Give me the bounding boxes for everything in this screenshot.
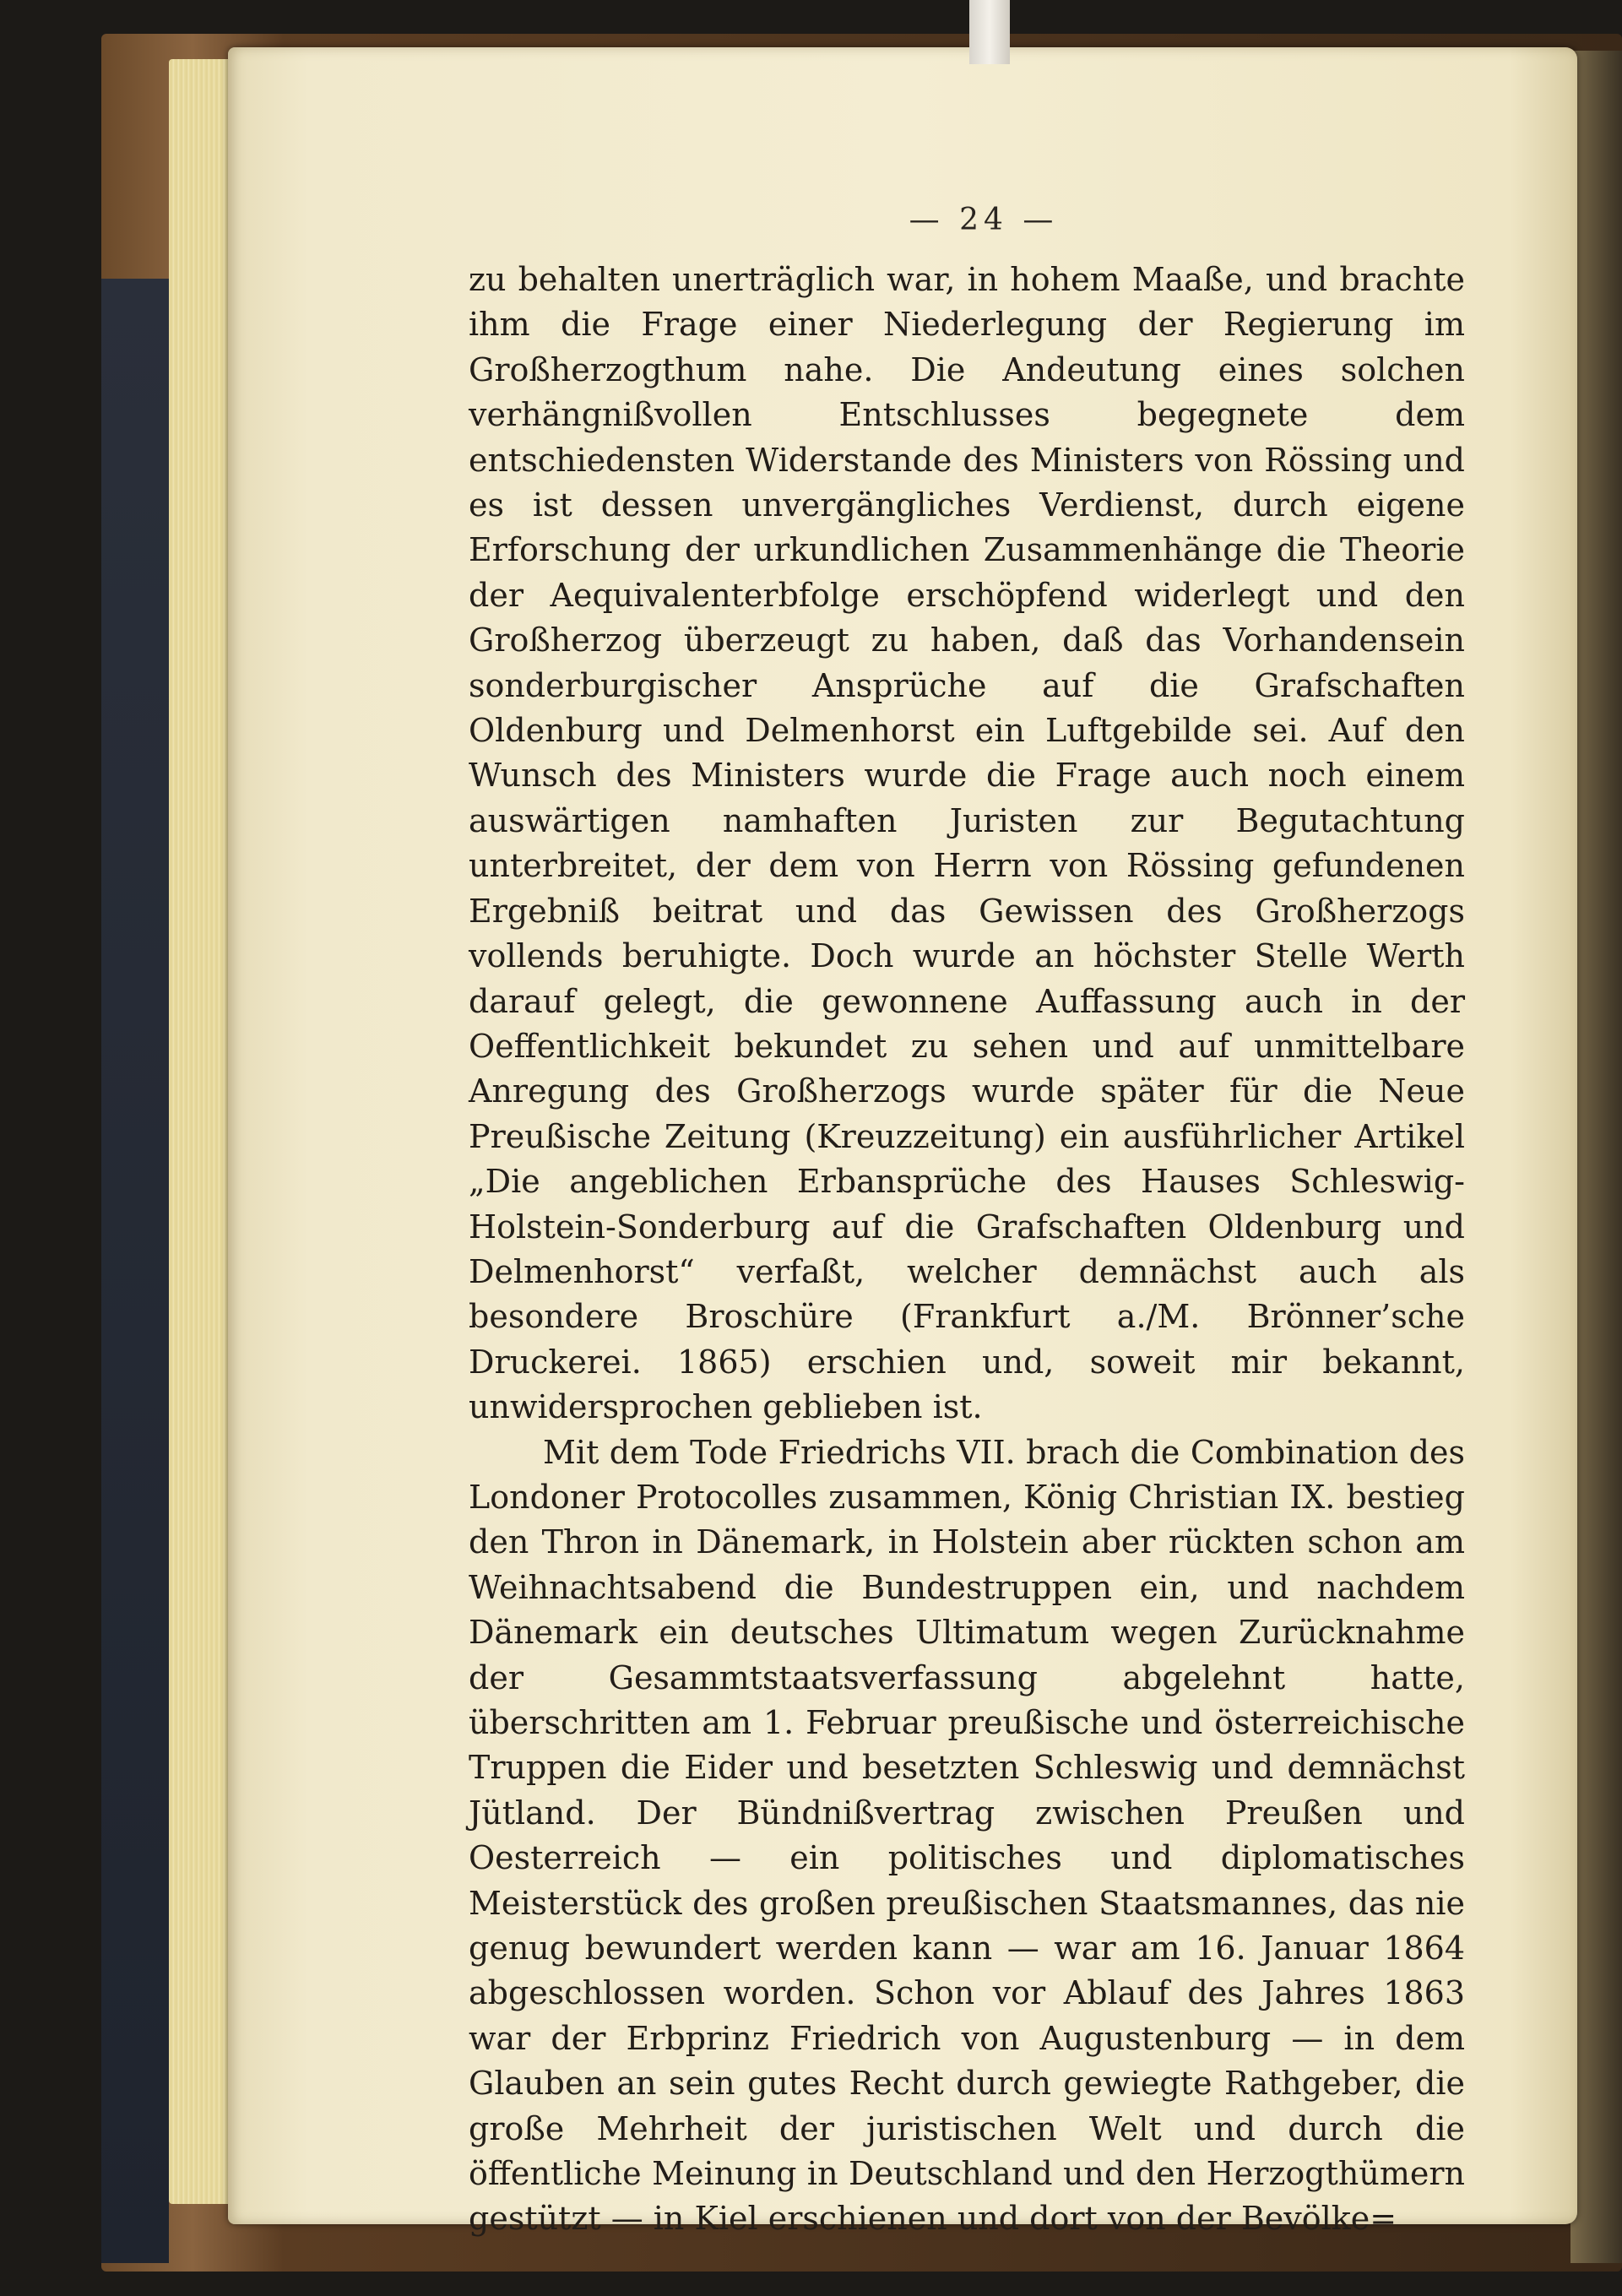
ribbon-bookmark	[969, 0, 1010, 64]
paragraph-1: zu behalten unerträglich war, in hohem Maaße, und brachte ihm die Frage einer Niederlegung der Regierung im Großherzogthum nahe. Die Andeutung eines solchen verhängnißvollen Entschlusses begegnete dem entschiedensten Widerstande des Ministers von Rössing und es ist dessen unvergängliches Verdienst, durch eigene Erforschung der urkundlichen Zusammenhänge die Theorie der Aequivalenterbfolge erschöpfend widerlegt und den Großherzog überzeugt zu haben, daß das Vorhandensein sonderburgischer Ansprüche auf die Grafschaften Oldenburg und Delmenhorst ein Luftgebilde sei. Auf den Wunsch des Ministers wurde die Frage auch noch einem auswärtigen namhaften Juristen zur Begutachtung unterbreitet, der dem von Herrn von Rössing gefundenen Ergebniß beitrat und das Gewissen des Großherzogs vollends beruhigte. Doch wurde an höchster Stelle Werth darauf gelegt, die gewonnene Auffassung auch in der Oeffentlichkeit bekundet zu sehen und auf unmittelbare Anregung des Großherzogs wurde später für die Neue Preußische Zeitung (Kreuzzeitung) ein ausführlicher Artikel „Die angeblichen Erbansprüche des Hauses Schleswig-Holstein-Sonderburg auf die Grafschaften Oldenburg und Delmenhorst“ verfaßt, welcher demnächst auch als besondere Broschüre (Frankfurt a./M. Brönner’sche Druckerei. 1865) erschien und, soweit mir bekannt, unwidersprochen geblieben ist.	[469, 261, 1465, 1426]
page-text	[469, 258, 1465, 2242]
paragraph-2: Mit dem Tode Friedrichs VII. brach die Combination des Londoner Protocolles zusammen, König Christian IX. bestieg den Thron in Dänemark, in Holstein aber rückten schon am Weihnachtsabend die Bundestruppen ein, und nachdem Dänemark ein deutsches Ultimatum wegen Zurücknahme der Gesammtstaatsverfassung abgelehnt hatte, überschritten am 1. Februar preußische und österreichische Truppen die Eider und besetzten Schleswig und demnächst Jütland. Der Bündnißvertrag zwischen Preußen und Oesterreich — ein politisches und diplomatisches Meisterstück des großen preußischen Staatsmannes, das nie genug bewundert werden kann — war am 16. Januar 1864 abgeschlossen worden. Schon vor Ablauf des Jahres 1863 war der Erbprinz Friedrich von Augustenburg — in dem Glauben an sein gutes Recht durch gewiegte Rathgeber, die große Mehrheit der juristischen Welt und durch die öffentliche Meinung in Deutschland und den Herzogthümern gestützt — in Kiel erschienen und dort von der Bevölke=	[469, 1433, 1465, 2238]
book-binding	[101, 279, 169, 2263]
facing-page-edge	[1570, 51, 1622, 2263]
page-number: — 24 —	[909, 203, 1059, 237]
